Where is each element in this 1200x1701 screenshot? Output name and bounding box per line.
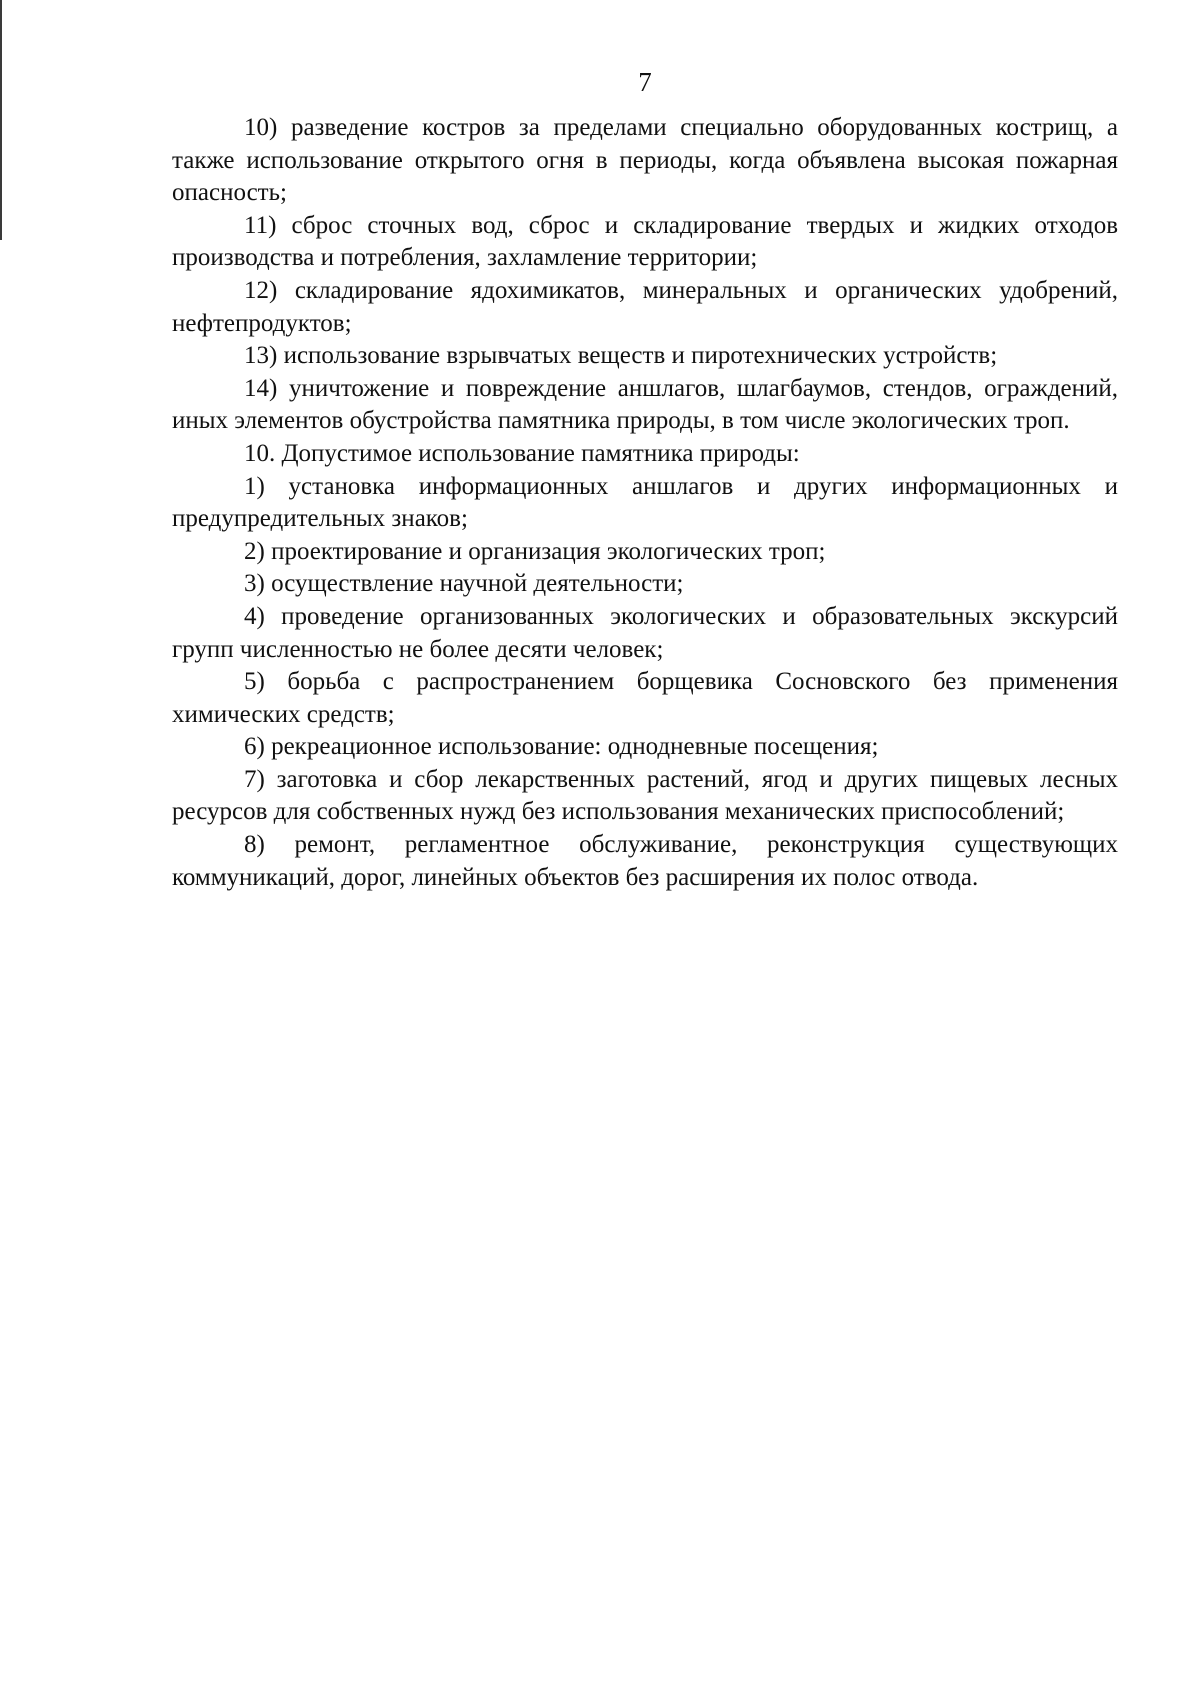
paragraph-permitted-3: 3) осуществление научной деятельности; <box>244 570 684 598</box>
paragraph-permitted-2: 2) проектирование и организация экологических троп; <box>244 537 826 565</box>
paragraph-permitted-5: 5) борьба с распространением борщевика Сосновского без применения химических средств; <box>172 668 1118 728</box>
paragraph-prohibition-13: 13) использование взрывчатых веществ и пиротехнических устройств; <box>244 342 998 370</box>
paragraph-prohibition-14: 14) уничтожение и повреждение аншлагов, шлагбаумов, стендов, ограждений, иных элементов обустройства памятника природы, в том числе экологических троп. <box>172 374 1118 435</box>
paragraph-prohibition-12: 12) складирование ядохимикатов, минеральных и органических удобрений, нефтепродуктов; <box>172 276 1118 337</box>
paragraph-permitted-8: 8) ремонт, регламентное обслуживание, реконструкция существующих коммуникаций, дорог, линейных объектов без расширения их полос отвода. <box>172 831 1118 891</box>
paragraph-permitted-4: 4) проведение организованных экологических и образовательных экскурсий групп численностью не более десяти человек; <box>172 602 1118 663</box>
paragraph-permitted-6: 6) рекреационное использование: однодневные посещения; <box>244 733 879 761</box>
section-heading-permitted-use: 10. Допустимое использование памятника природы: <box>244 439 800 467</box>
paragraph-permitted-1: 1) установка информационных аншлагов и других информационных и предупредительных знаков; <box>172 472 1118 533</box>
paragraph-prohibition-11: 11) сброс сточных вод, сброс и складирование твердых и жидких отходов производства и потребления, захламление территории; <box>172 211 1118 272</box>
scan-edge-shadow <box>0 0 2 240</box>
document-body <box>172 112 1118 894</box>
paragraph-prohibition-10: 10) разведение костров за пределами специально оборудованных кострищ, а также использование открытого огня в периоды, когда объявлена высокая пожарная опасность; <box>172 114 1118 207</box>
paragraph-permitted-7: 7) заготовка и сбор лекарственных растений, ягод и других пищевых лесных ресурсов для собственных нужд без использования механических приспособлений; <box>172 765 1118 826</box>
page-number: 7 <box>638 67 652 97</box>
